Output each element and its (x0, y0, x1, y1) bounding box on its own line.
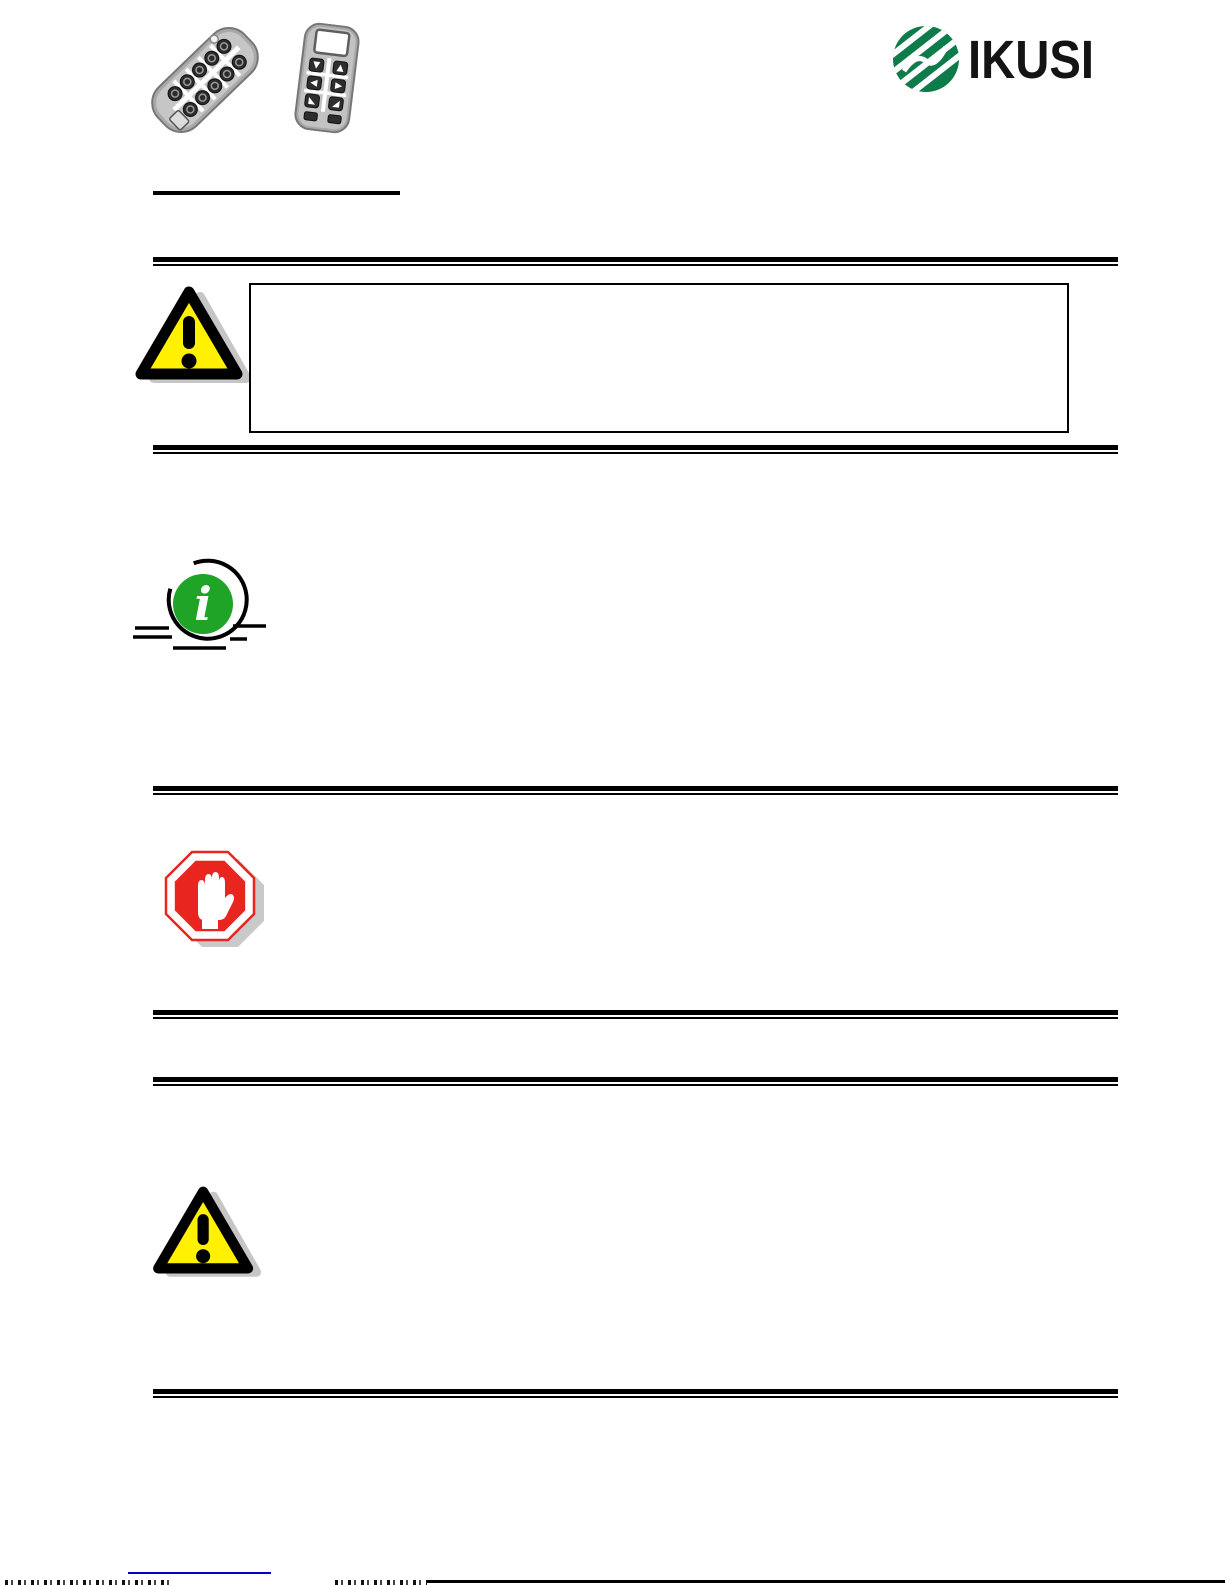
divider-rule (153, 445, 1118, 454)
svg-text:i: i (194, 577, 212, 631)
divider-rule (153, 1077, 1118, 1086)
footer-rule (427, 1580, 1225, 1583)
warning-triangle-icon (130, 284, 252, 384)
remote-controls-image (0, 0, 420, 160)
ikusi-logo (890, 19, 1102, 99)
footer-clipped-text (335, 1580, 427, 1585)
divider-rule (153, 786, 1118, 795)
remote-display-arrows-image (290, 21, 365, 136)
divider-rule (153, 1389, 1118, 1398)
warning-text-box (249, 283, 1069, 433)
divider-rule (153, 257, 1118, 266)
divider-rule (153, 1010, 1118, 1019)
title-underline (153, 191, 400, 195)
warning-triangle-icon (148, 1184, 262, 1278)
info-icon (133, 556, 269, 656)
remote-round-buttons-image (141, 17, 269, 143)
footer-link-underline[interactable] (128, 1572, 271, 1574)
footer-clipped-text (5, 1580, 173, 1585)
stop-hand-icon (162, 848, 268, 954)
ikusi-logo-text: IKUSI (968, 30, 1094, 90)
